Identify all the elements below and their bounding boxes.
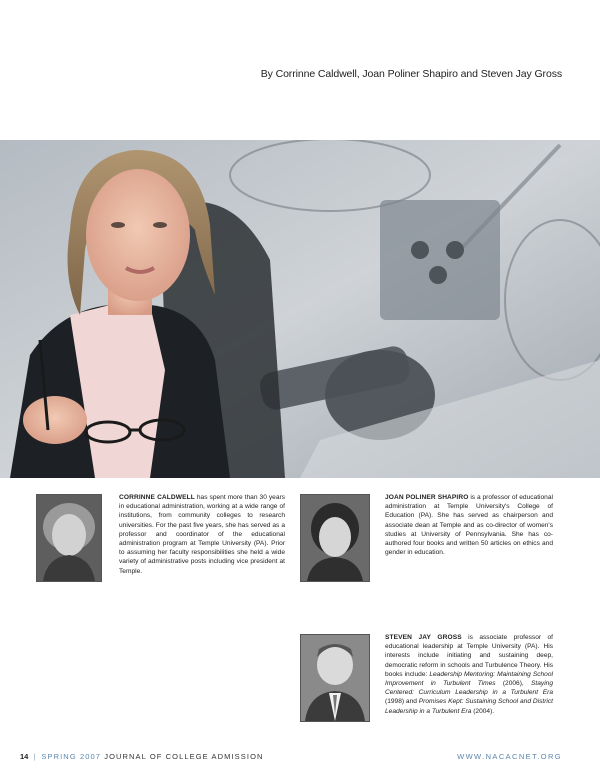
bio-name: STEVEN JAY GROSS <box>385 634 462 641</box>
page-footer <box>20 752 264 761</box>
footer-separator: | <box>33 752 37 761</box>
bio-text: (1998) and <box>385 698 419 706</box>
portrait-corrinne-caldwell <box>36 494 102 582</box>
bio-joan-poliner-shapiro <box>385 493 553 557</box>
bio-text: (2004). <box>471 707 495 715</box>
bio-text: has spent more than 30 years in educational administration, working at a wide range of institutions, from community colleges to research universities. For the past five years, she has served as a professor and coordinator of the educational administration program at Temple University (PA). Prior to assuming her faculty responsibilities she held a wide variety of administrative posts including vice president at Temple. <box>119 494 285 575</box>
book-title: Promises Kept: Sustaining School and District Leadership in a Turbulent Era <box>385 698 553 715</box>
bio-text: is a professor of educational administration at Temple University's College of Education (PA). She has served as chairperson and associate dean at Temple and as co-director of women's studies at University of Pennsylvania. She has co-authored four books and written 50 articles on ethics and gender in education. <box>385 494 553 557</box>
bio-name: CORRINNE CALDWELL <box>119 494 195 501</box>
bio-text: is associate professor of educational leadership at Temple University (PA). His interests include initiating and sustaining deep, democratic reform in schools and Turbulence Theory. His books include: <box>385 634 553 678</box>
book-title: Staying Centered: Curriculum Leadership in a Turbulent Era <box>385 680 553 697</box>
issue-season: SPRING 2007 <box>41 752 102 761</box>
bio-corrinne-caldwell <box>119 493 285 576</box>
page-number: 14 <box>20 752 29 761</box>
hero-illustration <box>0 140 600 478</box>
journal-name: JOURNAL OF COLLEGE ADMISSION <box>104 752 264 761</box>
hero-photo-collage <box>0 140 600 478</box>
book-title: Leadership Mentoring: Maintaining School Improvement in Turbulent Times <box>385 670 553 688</box>
article-byline: By Corrinne Caldwell, Joan Poliner Shapiro and Steven Jay Gross <box>260 68 562 80</box>
bio-text: (2006), <box>495 680 531 688</box>
bio-steven-jay-gross <box>385 633 553 716</box>
website-link[interactable]: WWW.NACACNET.ORG <box>457 752 562 761</box>
portrait-joan-poliner-shapiro <box>300 494 370 582</box>
portrait-steven-jay-gross <box>300 634 370 722</box>
bio-name: JOAN POLINER SHAPIRO <box>385 494 469 501</box>
